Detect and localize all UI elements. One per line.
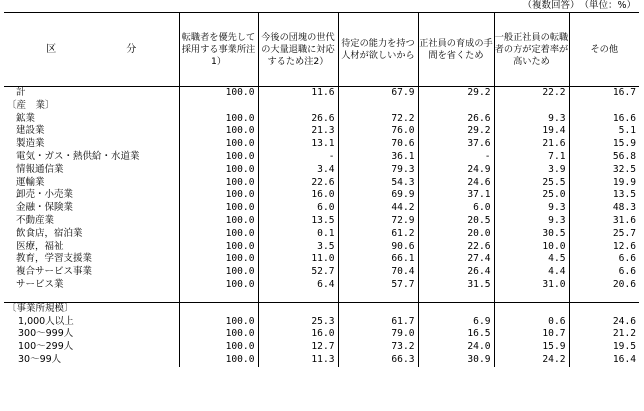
row-label: 1,000人以上 — [18, 315, 74, 327]
value-cell: 73.2 — [338, 341, 418, 354]
header-col4: 正社員の育成の手間を省くため — [418, 13, 494, 87]
value-cell: 70.4 — [338, 266, 418, 279]
value-cell: 48.3 — [569, 202, 639, 215]
value-cell: 25.0 — [494, 189, 569, 202]
total-row — [4, 87, 639, 100]
value-cell: 57.7 — [338, 279, 418, 292]
value-cell: 24.0 — [418, 341, 494, 354]
value-cell: 100.0 — [179, 125, 258, 138]
value-cell: 69.9 — [338, 189, 418, 202]
value-cell: 66.3 — [338, 354, 418, 367]
header-col5: 一般正社員の転職者の方が定着率が高いため — [494, 13, 569, 87]
row-label: 運輸業 — [16, 176, 45, 188]
value-cell: 15.9 — [569, 138, 639, 151]
value-cell: 100.0 — [179, 87, 258, 100]
empty-cell — [338, 100, 418, 113]
value-cell: 37.1 — [418, 189, 494, 202]
value-cell: 5.1 — [569, 125, 639, 138]
value-cell: 9.3 — [494, 215, 569, 228]
value-cell: 100.0 — [179, 189, 258, 202]
value-cell: 31.5 — [418, 279, 494, 292]
industry-row — [4, 202, 639, 215]
value-cell: 79.3 — [338, 164, 418, 177]
value-cell: 19.5 — [569, 341, 639, 354]
value-cell: 26.6 — [258, 113, 338, 126]
industry-row — [4, 241, 639, 254]
value-cell: 100.0 — [179, 279, 258, 292]
industry-row — [4, 228, 639, 241]
value-cell: 22.2 — [494, 87, 569, 100]
value-cell: 25.7 — [569, 228, 639, 241]
value-cell: 16.0 — [258, 189, 338, 202]
value-cell: 13.1 — [258, 138, 338, 151]
empty-cell — [569, 302, 639, 315]
value-cell: 21.2 — [569, 328, 639, 341]
value-cell: 27.4 — [418, 253, 494, 266]
empty-cell — [569, 100, 639, 113]
value-cell: 3.9 — [494, 164, 569, 177]
size-row — [4, 328, 639, 341]
value-cell: 0.1 — [258, 228, 338, 241]
value-cell: 21.3 — [258, 125, 338, 138]
value-cell: 25.5 — [494, 177, 569, 190]
value-cell: 25.3 — [258, 316, 338, 329]
value-cell: 100.0 — [179, 354, 258, 367]
value-cell: 12.6 — [569, 241, 639, 254]
value-cell: 66.1 — [338, 253, 418, 266]
value-cell: 6.4 — [258, 279, 338, 292]
value-cell: 26.6 — [418, 113, 494, 126]
empty-cell — [569, 292, 639, 303]
empty-cell — [179, 100, 258, 113]
value-cell: 44.2 — [338, 202, 418, 215]
value-cell: 19.4 — [494, 125, 569, 138]
value-cell: 100.0 — [179, 328, 258, 341]
value-cell: 72.2 — [338, 113, 418, 126]
value-cell: 16.6 — [569, 113, 639, 126]
value-cell: 22.6 — [258, 177, 338, 190]
spacer-row — [4, 292, 639, 303]
value-cell: 16.4 — [569, 354, 639, 367]
value-cell: 56.8 — [569, 151, 639, 164]
value-cell: 11.6 — [258, 87, 338, 100]
header-col6: その他 — [569, 13, 639, 87]
value-cell: 22.6 — [418, 241, 494, 254]
size-row — [4, 316, 639, 329]
row-label: 電気・ガス・熱供給・水道業 — [16, 150, 140, 162]
row-label: 教育，学習支援業 — [16, 253, 93, 265]
value-cell: 100.0 — [179, 164, 258, 177]
empty-cell — [4, 292, 179, 303]
row-label: 不動産業 — [16, 214, 55, 226]
empty-cell — [258, 302, 338, 315]
value-cell: 32.5 — [569, 164, 639, 177]
value-cell: 100.0 — [179, 138, 258, 151]
value-cell: 52.7 — [258, 266, 338, 279]
value-cell: 6.6 — [569, 253, 639, 266]
value-cell: 30.9 — [418, 354, 494, 367]
value-cell: 9.3 — [494, 202, 569, 215]
empty-cell — [179, 292, 258, 303]
value-cell: 16.0 — [258, 328, 338, 341]
value-cell: 24.6 — [418, 177, 494, 190]
value-cell: 54.3 — [338, 177, 418, 190]
value-cell: 29.2 — [418, 125, 494, 138]
value-cell: 100.0 — [179, 241, 258, 254]
section-title: 〔事業所規模〕 — [4, 302, 179, 315]
value-cell: 37.6 — [418, 138, 494, 151]
value-cell: 11.3 — [258, 354, 338, 367]
industry-row — [4, 279, 639, 292]
value-cell: - — [418, 151, 494, 164]
row-label: 建設業 — [16, 125, 45, 137]
value-cell: 24.6 — [569, 316, 639, 329]
value-cell: 10.7 — [494, 328, 569, 341]
value-cell: 15.9 — [494, 341, 569, 354]
empty-cell — [494, 100, 569, 113]
empty-cell — [338, 302, 418, 315]
value-cell: 16.5 — [418, 328, 494, 341]
value-cell: 16.7 — [569, 87, 639, 100]
size-section-title — [4, 302, 639, 315]
value-cell: 6.0 — [258, 202, 338, 215]
value-cell: 79.0 — [338, 328, 418, 341]
value-cell: 24.2 — [494, 354, 569, 367]
value-cell: 6.9 — [418, 316, 494, 329]
value-cell: 20.6 — [569, 279, 639, 292]
value-cell: 100.0 — [179, 341, 258, 354]
value-cell: 100.0 — [179, 177, 258, 190]
value-cell: 24.9 — [418, 164, 494, 177]
industry-row — [4, 125, 639, 138]
empty-cell — [494, 292, 569, 303]
value-cell: 100.0 — [179, 215, 258, 228]
row-label: 30～99人 — [18, 353, 62, 365]
industry-row — [4, 189, 639, 202]
row-label: 計 — [16, 87, 26, 98]
industry-row — [4, 164, 639, 177]
value-cell: 7.1 — [494, 151, 569, 164]
value-cell: 6.6 — [569, 266, 639, 279]
value-cell: 11.0 — [258, 253, 338, 266]
row-label: 情報通信業 — [16, 163, 64, 175]
value-cell: 100.0 — [179, 228, 258, 241]
row-label: 飲食店，宿泊業 — [16, 227, 83, 239]
value-cell: 29.2 — [418, 87, 494, 100]
value-cell: 0.6 — [494, 316, 569, 329]
header-category: 区 分 — [4, 13, 179, 87]
industry-row — [4, 177, 639, 190]
value-cell: 70.6 — [338, 138, 418, 151]
value-cell: 13.5 — [569, 189, 639, 202]
value-cell: 100.0 — [179, 316, 258, 329]
row-label: 卸売・小売業 — [16, 189, 74, 201]
value-cell: 61.7 — [338, 316, 418, 329]
empty-cell — [418, 302, 494, 315]
value-cell: 90.6 — [338, 241, 418, 254]
value-cell: 9.3 — [494, 113, 569, 126]
empty-cell — [338, 292, 418, 303]
header-col2: 今後の団塊の世代の大量退職に対応するため注2） — [258, 13, 338, 87]
empty-cell — [179, 302, 258, 315]
value-cell: 36.1 — [338, 151, 418, 164]
value-cell: 4.5 — [494, 253, 569, 266]
industry-row — [4, 266, 639, 279]
industry-section-title — [4, 100, 639, 113]
industry-row — [4, 113, 639, 126]
size-row — [4, 341, 639, 354]
value-cell: - — [258, 151, 338, 164]
value-cell: 3.4 — [258, 164, 338, 177]
industry-row — [4, 253, 639, 266]
row-label: 金融・保険業 — [16, 202, 74, 214]
header-col1: 転職者を優先して採用する事業所注1） — [179, 13, 258, 87]
header-col3: 待定の能力を持つ人材が欲しいから — [338, 13, 418, 87]
industry-row — [4, 151, 639, 164]
industry-row — [4, 215, 639, 228]
value-cell: 26.4 — [418, 266, 494, 279]
value-cell: 19.9 — [569, 177, 639, 190]
value-cell: 13.5 — [258, 215, 338, 228]
empty-cell — [258, 100, 338, 113]
value-cell: 100.0 — [179, 253, 258, 266]
value-cell: 12.7 — [258, 341, 338, 354]
row-label: 製造業 — [16, 138, 45, 150]
value-cell: 20.0 — [418, 228, 494, 241]
value-cell: 67.9 — [338, 87, 418, 100]
value-cell: 3.5 — [258, 241, 338, 254]
survey-table — [4, 12, 639, 367]
value-cell: 10.0 — [494, 241, 569, 254]
header-row — [4, 13, 639, 87]
row-label: 300～999人 — [18, 328, 74, 340]
value-cell: 21.6 — [494, 138, 569, 151]
value-cell: 100.0 — [179, 266, 258, 279]
row-label: 鉱業 — [16, 112, 36, 124]
value-cell: 100.0 — [179, 202, 258, 215]
row-label: 複合サービス事業 — [16, 266, 93, 278]
row-label: 医療，福祉 — [16, 240, 64, 252]
value-cell: 100.0 — [179, 113, 258, 126]
value-cell: 30.5 — [494, 228, 569, 241]
row-label: サービス業 — [16, 278, 64, 290]
value-cell: 6.0 — [418, 202, 494, 215]
value-cell: 72.9 — [338, 215, 418, 228]
empty-cell — [258, 292, 338, 303]
empty-cell — [418, 292, 494, 303]
empty-cell — [494, 302, 569, 315]
unit-note: （複数回答） （単位：%） — [522, 0, 636, 11]
value-cell: 31.0 — [494, 279, 569, 292]
value-cell: 31.6 — [569, 215, 639, 228]
empty-cell — [418, 100, 494, 113]
value-cell: 76.0 — [338, 125, 418, 138]
size-row — [4, 354, 639, 367]
value-cell: 61.2 — [338, 228, 418, 241]
row-label: 100～299人 — [18, 341, 74, 353]
value-cell: 4.4 — [494, 266, 569, 279]
section-title: 〔産 業〕 — [7, 99, 55, 111]
value-cell: 20.5 — [418, 215, 494, 228]
industry-row — [4, 138, 639, 151]
table-body — [4, 87, 639, 367]
value-cell: 100.0 — [179, 151, 258, 164]
